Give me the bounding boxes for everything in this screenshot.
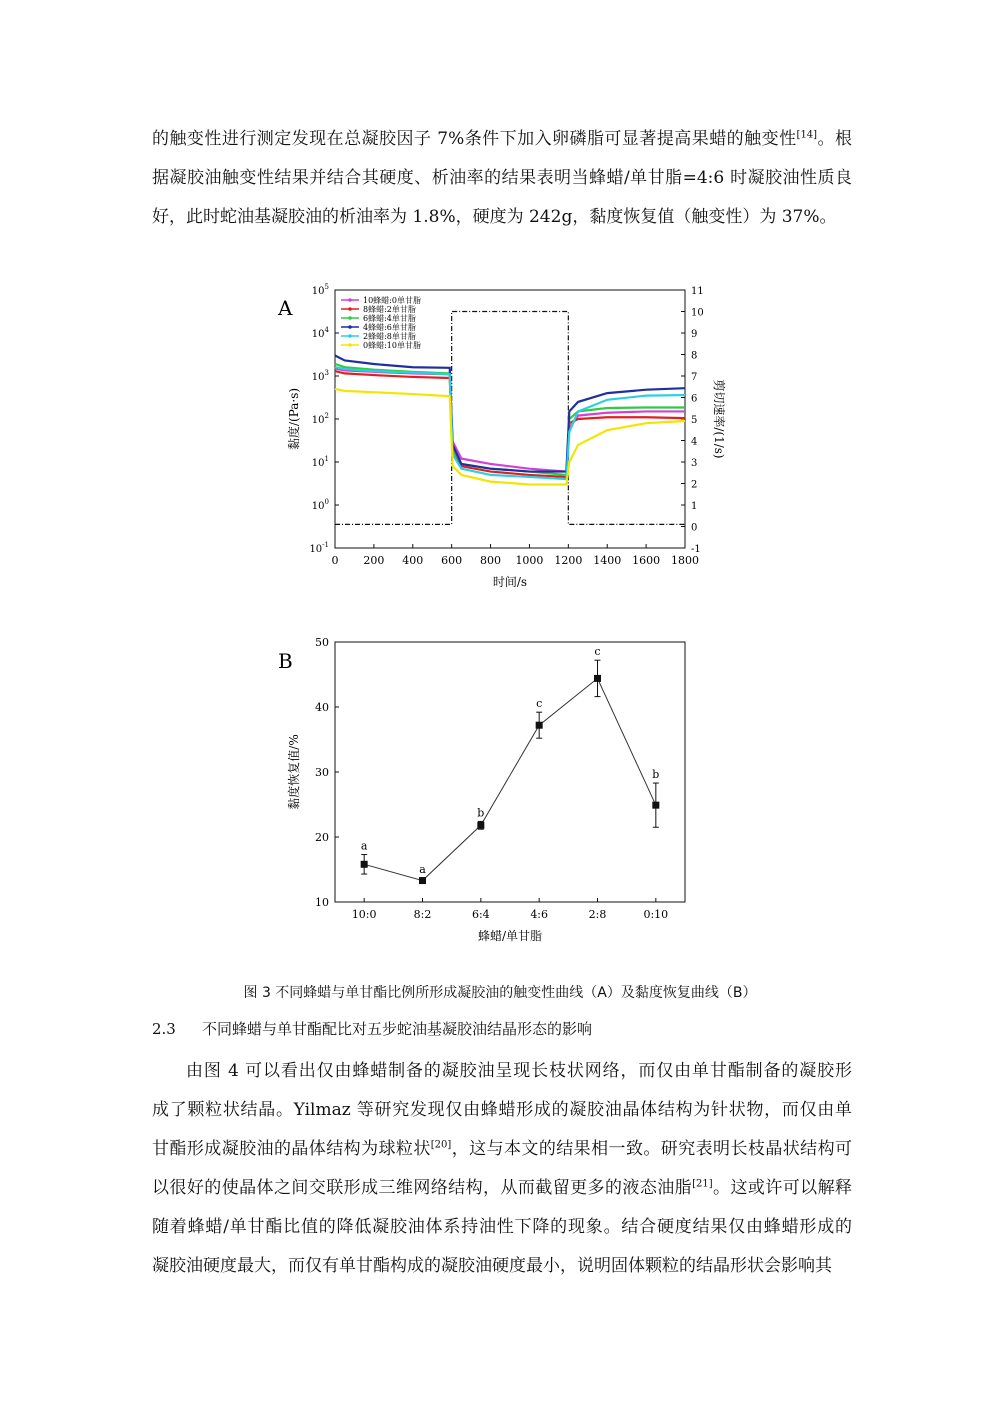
y-tick-label: 20: [315, 831, 329, 844]
series-line: [335, 368, 685, 471]
text-line: [152, 120, 852, 159]
y2-tick-label: 11: [691, 286, 704, 297]
legend-marker: [348, 334, 352, 338]
tick-base: 10: [311, 415, 325, 426]
y2-tick-label: 10: [691, 307, 704, 319]
line-text: 的触变性进行测定发现在总凝胶因子 7%条件下加入卵磷脂可显著提高果蜡的触变性: [152, 129, 797, 149]
y2-tick-label: 0: [691, 522, 698, 534]
y-tick-label: [312, 283, 329, 297]
section-heading: [152, 1018, 592, 1039]
line-text: 。根: [817, 129, 853, 149]
text-line: [152, 1130, 852, 1169]
significance-letter: b: [652, 768, 660, 782]
tick-exponent: 0: [324, 498, 329, 506]
y-tick-label: 10: [315, 896, 329, 909]
y2-tick-label: 9: [691, 329, 698, 340]
legend-marker: [348, 298, 352, 302]
y-tick-label: [312, 326, 330, 340]
legend-marker: [348, 307, 352, 311]
y2-tick-label: 1: [691, 501, 698, 512]
y-tick-label: [309, 541, 329, 555]
y2-tick-label: 2: [691, 479, 698, 491]
y-tick-label: 30: [315, 766, 329, 779]
tick-base: 10: [311, 372, 325, 383]
x-tick-label: 600: [441, 554, 463, 567]
paragraph-top: [152, 120, 852, 237]
text-line: [152, 1247, 852, 1286]
legend-marker: [348, 325, 352, 329]
series-line: [335, 364, 685, 475]
y2-tick-label: 5: [691, 415, 698, 426]
tick-exponent: 5: [324, 283, 329, 291]
line-text: 甘酯形成凝胶油的晶体结构为球粒状: [152, 1139, 431, 1159]
x-tick-label: 6:4: [471, 908, 490, 921]
data-point: [477, 822, 484, 829]
legend-marker: [348, 316, 352, 320]
citation: [20]: [430, 1139, 452, 1151]
x-tick-label: 8:2: [413, 908, 432, 921]
thixotropy-chart: [270, 275, 730, 595]
section-number: 2.3: [152, 1020, 176, 1038]
series-line: [335, 367, 685, 479]
section-title: 不同蜂蜡与单甘酯配比对五步蛇油基凝胶油结晶形态的影响: [202, 1020, 593, 1038]
y2-tick-label: 4: [691, 436, 698, 448]
legend-marker: [348, 343, 352, 347]
text-line: [152, 1208, 852, 1247]
y-tick-label: [312, 369, 329, 383]
line-text: 随着蜂蜡/单甘酯比值的降低凝胶油体系持油性下降的现象。结合硬度结果仅由蜂蜡形成的: [152, 1217, 852, 1237]
line-text: 由图 4 可以看出仅由蜂蜡制备的凝胶油呈现长枝状网络，而仅由单甘酯制备的凝胶形: [186, 1061, 852, 1081]
panel-label: B: [278, 649, 293, 673]
y2-tick-label: 7: [691, 372, 698, 383]
significance-letter: a: [360, 839, 368, 853]
x-tick-label: 1800: [671, 554, 699, 567]
tick-exponent: 4: [324, 326, 329, 334]
data-point: [536, 722, 543, 729]
y-axis-label: 黏度/(Pa·s): [287, 387, 301, 451]
tick-exponent: -1: [322, 541, 329, 549]
series-line: [364, 678, 656, 880]
citation: [14]: [796, 129, 818, 141]
legend-label: 6蜂蜡:4单甘脂: [363, 314, 416, 323]
line-text: 成了颗粒状结晶。Yilmaz 等研究发现仅由蜂蜡形成的凝胶油晶体结构为针状物，而仅由单: [152, 1100, 852, 1120]
tick-exponent: 2: [324, 412, 329, 420]
x-tick-label: 1600: [632, 554, 661, 567]
significance-letter: c: [536, 697, 543, 711]
paragraph-bottom: [152, 1052, 852, 1286]
y-tick-label: 50: [315, 636, 329, 649]
y-tick-label: 40: [315, 701, 329, 714]
legend-label: 2蜂蜡:8单甘脂: [363, 332, 416, 341]
x-tick-label: 4:6: [530, 908, 549, 921]
data-point: [594, 675, 601, 682]
x-tick-label: 1400: [593, 554, 622, 567]
tick-base: 10: [311, 458, 325, 469]
y-axis-label: 黏度恢复值/%: [287, 734, 301, 810]
y2-tick-label: 8: [691, 350, 698, 362]
significance-letter: b: [477, 806, 485, 820]
x-tick-label: 400: [402, 554, 424, 567]
x-axis-label: 时间/s: [492, 575, 528, 589]
panel-label: A: [278, 296, 293, 320]
line-text: 以很好的使晶体之间交联形成三维网络结构，从而截留更多的液态油脂: [152, 1178, 693, 1198]
significance-letter: a: [419, 862, 426, 876]
x-tick-label: 2:8: [588, 908, 607, 921]
text-line: [152, 1169, 852, 1208]
data-point: [419, 877, 426, 884]
tick-base: 10: [311, 329, 325, 340]
significance-letter: c: [594, 645, 601, 659]
legend-label: 10蜂蜡:0单甘脂: [363, 296, 421, 305]
plot-frame: [335, 642, 685, 902]
text-line: [152, 1091, 852, 1130]
line-text: 凝胶油硬度最大，而仅有单甘酯构成的凝胶油硬度最小，说明固体颗粒的结晶形状会影响其: [152, 1256, 832, 1276]
tick-base: 10: [311, 286, 325, 297]
x-tick-label: 0: [331, 554, 339, 567]
legend-label: 4蜂蜡:6单甘脂: [363, 323, 416, 332]
x-axis-label: 蜂蜡/单甘脂: [477, 929, 543, 943]
data-point: [652, 802, 659, 809]
text-line: [152, 198, 852, 237]
series-line: [335, 371, 685, 477]
text-line: [152, 1052, 852, 1091]
tick-exponent: 1: [324, 455, 329, 463]
x-tick-label: 10:0: [351, 908, 377, 921]
viscosity-recovery-chart: [270, 630, 730, 950]
legend-label: 8蜂蜡:2单甘脂: [363, 305, 416, 314]
x-tick-label: 200: [363, 554, 385, 567]
tick-exponent: 3: [324, 369, 329, 377]
x-tick-label: 1000: [515, 554, 544, 567]
y2-axis-label: 剪切速率/(1/s): [712, 379, 726, 459]
line-text: 好，此时蛇油基凝胶油的析油率为 1.8%，硬度为 242g，黏度恢复值（触变性）为 37%。: [152, 207, 837, 227]
y-tick-label: [312, 455, 329, 469]
x-tick-label: 800: [480, 554, 502, 567]
tick-base: 10: [309, 544, 323, 555]
text-line: [152, 159, 852, 198]
figure-caption: 图 3 不同蜂蜡与单甘酯比例所形成凝胶油的触变性曲线（A）及黏度恢复曲线（B）: [243, 985, 757, 1001]
y2-tick-label: -1: [691, 544, 701, 555]
citation: [21]: [692, 1178, 713, 1190]
line-text: 。这或许可以解释: [712, 1178, 853, 1198]
y-tick-label: [312, 412, 329, 426]
line-text: 据凝胶油触变性结果并结合其硬度、析油率的结果表明当蜂蜡/单甘脂=4:6 时凝胶油性质良: [152, 168, 852, 188]
x-tick-label: 1200: [554, 554, 583, 567]
y2-tick-label: 3: [691, 458, 698, 469]
y2-tick-label: 6: [691, 393, 698, 405]
legend-label: 0蜂蜡:10单甘脂: [363, 341, 421, 350]
y-tick-label: [312, 498, 329, 512]
line-text: ，这与本文的结果相一致。研究表明长枝晶状结构可: [451, 1139, 853, 1159]
data-point: [361, 861, 368, 868]
tick-base: 10: [311, 501, 325, 512]
x-tick-label: 0:10: [643, 908, 669, 921]
